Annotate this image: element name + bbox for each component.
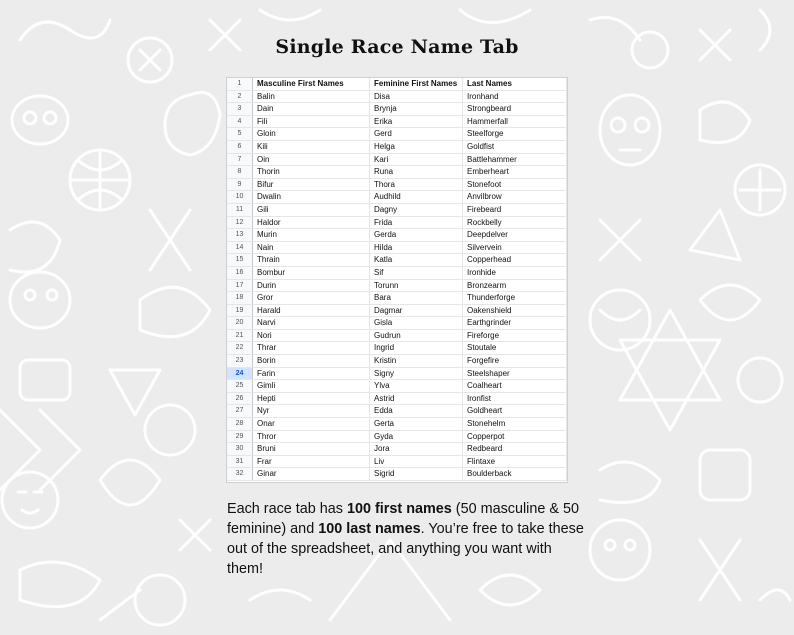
column-header[interactable]: Feminine First Names: [370, 78, 463, 90]
table-cell[interactable]: Frar: [253, 455, 370, 468]
table-row: [227, 342, 567, 355]
table-cell[interactable]: Thunderforge: [463, 292, 567, 305]
table-cell[interactable]: Strongbeard: [463, 103, 567, 116]
table-row: [227, 140, 567, 153]
row-number[interactable]: 26: [227, 392, 253, 405]
table-row: [227, 128, 567, 141]
row-number[interactable]: 27: [227, 405, 253, 418]
table-row: [227, 90, 567, 103]
row-number[interactable]: 19: [227, 304, 253, 317]
table-cell[interactable]: Ironhide: [463, 266, 567, 279]
table-cell[interactable]: Thrain: [253, 254, 370, 267]
row-number[interactable]: 9: [227, 178, 253, 191]
table-cell[interactable]: Stoutale: [463, 342, 567, 355]
table-cell[interactable]: Gerta: [370, 418, 463, 431]
table-row: [227, 392, 567, 405]
table-cell[interactable]: Thror: [253, 430, 370, 443]
table-row: [227, 329, 567, 342]
table-row: [227, 115, 567, 128]
table-cell[interactable]: Murin: [253, 229, 370, 242]
row-number[interactable]: 14: [227, 241, 253, 254]
table-cell[interactable]: Nyr: [253, 405, 370, 418]
table-cell[interactable]: Durin: [253, 279, 370, 292]
row-number[interactable]: 6: [227, 140, 253, 153]
description-text-1: Each race tab has: [227, 501, 347, 517]
table-cell[interactable]: Anvilbrow: [463, 191, 567, 204]
table-cell[interactable]: Ironfist: [463, 392, 567, 405]
table-cell[interactable]: Harald: [253, 304, 370, 317]
table-cell[interactable]: Brynja: [370, 103, 463, 116]
table-cell[interactable]: Bruni: [253, 443, 370, 456]
table-cell[interactable]: Borin: [253, 355, 370, 368]
table-cell[interactable]: Bronzearm: [463, 279, 567, 292]
table-cell[interactable]: Kari: [370, 153, 463, 166]
table-cell[interactable]: Edda: [370, 405, 463, 418]
table-row: [227, 380, 567, 393]
row-number[interactable]: 22: [227, 342, 253, 355]
table-cell[interactable]: Kili: [253, 140, 370, 153]
table-cell[interactable]: Sigrid: [370, 468, 463, 481]
table-cell[interactable]: Katla: [370, 254, 463, 267]
table-cell[interactable]: Flintaxe: [463, 455, 567, 468]
table-cell[interactable]: Jora: [370, 443, 463, 456]
table-row: [227, 468, 567, 481]
row-number[interactable]: 24: [227, 367, 253, 380]
table-cell[interactable]: Frida: [370, 216, 463, 229]
table-cell[interactable]: Balin: [253, 90, 370, 103]
table-cell[interactable]: Earthgrinder: [463, 317, 567, 330]
table-row: [227, 166, 567, 179]
table-cell[interactable]: Forgefire: [463, 355, 567, 368]
table-cell[interactable]: Thora: [370, 178, 463, 191]
row-number[interactable]: 16: [227, 266, 253, 279]
table-cell[interactable]: Steelforge: [463, 128, 567, 141]
table-row: [227, 355, 567, 368]
table-cell[interactable]: Oakenshield: [463, 304, 567, 317]
table-cell[interactable]: Bifur: [253, 178, 370, 191]
table-cell[interactable]: Torunn: [370, 279, 463, 292]
table-row: [227, 241, 567, 254]
table-row: [227, 304, 567, 317]
table-cell[interactable]: Dagny: [370, 203, 463, 216]
table-cell[interactable]: Sif: [370, 266, 463, 279]
description-text-2: (50 masculine & 50 feminine) and: [227, 501, 579, 537]
table-cell[interactable]: Ginar: [253, 468, 370, 481]
table-cell[interactable]: Kristin: [370, 355, 463, 368]
page-title: Single Race Name Tab: [275, 36, 519, 58]
table-cell[interactable]: Nori: [253, 329, 370, 342]
table-row: [227, 455, 567, 468]
table-cell[interactable]: Narvi: [253, 317, 370, 330]
row-number[interactable]: 1: [227, 78, 253, 90]
table-cell[interactable]: Fireforge: [463, 329, 567, 342]
row-number[interactable]: 7: [227, 153, 253, 166]
table-cell[interactable]: Gror: [253, 292, 370, 305]
table-cell[interactable]: Astrid: [370, 392, 463, 405]
table-row: [227, 279, 567, 292]
table-cell[interactable]: Coalheart: [463, 380, 567, 393]
table-cell[interactable]: Liv: [370, 455, 463, 468]
table-cell[interactable]: Nain: [253, 241, 370, 254]
row-number[interactable]: 23: [227, 355, 253, 368]
table-row: [227, 216, 567, 229]
table-cell[interactable]: Gimli: [253, 380, 370, 393]
row-number[interactable]: 18: [227, 292, 253, 305]
table-cell[interactable]: Bara: [370, 292, 463, 305]
table-row: [227, 443, 567, 456]
table-cell[interactable]: Deepdelver: [463, 229, 567, 242]
table-row: [227, 317, 567, 330]
row-number[interactable]: 17: [227, 279, 253, 292]
row-number[interactable]: 15: [227, 254, 253, 267]
header-row: [227, 78, 567, 90]
row-number[interactable]: 30: [227, 443, 253, 456]
table-row: [227, 153, 567, 166]
table-cell[interactable]: Ingrid: [370, 342, 463, 355]
table-cell[interactable]: Copperpot: [463, 430, 567, 443]
table-cell[interactable]: Runa: [370, 166, 463, 179]
table-cell[interactable]: Silvervein: [463, 241, 567, 254]
row-number[interactable]: 20: [227, 317, 253, 330]
table-row: [227, 103, 567, 116]
table-row: [227, 203, 567, 216]
table-row: [227, 418, 567, 431]
table-cell[interactable]: Goldheart: [463, 405, 567, 418]
table-cell[interactable]: Dagmar: [370, 304, 463, 317]
table-cell[interactable]: Gerd: [370, 128, 463, 141]
row-number[interactable]: 28: [227, 418, 253, 431]
table-cell[interactable]: Hilda: [370, 241, 463, 254]
table-row: [227, 367, 567, 380]
table-cell[interactable]: Fili: [253, 115, 370, 128]
row-number[interactable]: 10: [227, 191, 253, 204]
table-cell[interactable]: Ylva: [370, 380, 463, 393]
table-cell[interactable]: Thorin: [253, 166, 370, 179]
row-number[interactable]: 5: [227, 128, 253, 141]
table-cell[interactable]: Erika: [370, 115, 463, 128]
table-cell[interactable]: Boulderback: [463, 468, 567, 481]
table-cell[interactable]: Stonefoot: [463, 178, 567, 191]
row-number[interactable]: 25: [227, 380, 253, 393]
description-text: [227, 499, 587, 579]
table-cell[interactable]: Copperhead: [463, 254, 567, 267]
table-cell[interactable]: Gloin: [253, 128, 370, 141]
table-cell[interactable]: Gerda: [370, 229, 463, 242]
row-number[interactable]: 13: [227, 229, 253, 242]
column-header[interactable]: Masculine First Names: [253, 78, 370, 90]
table-row: [227, 254, 567, 267]
table-cell[interactable]: Dwalin: [253, 191, 370, 204]
table-row: [227, 292, 567, 305]
table-cell[interactable]: Thrar: [253, 342, 370, 355]
names-table: [227, 78, 567, 481]
table-cell[interactable]: Oin: [253, 153, 370, 166]
table-cell[interactable]: Goldfist: [463, 140, 567, 153]
row-number[interactable]: 4: [227, 115, 253, 128]
table-cell[interactable]: Disa: [370, 90, 463, 103]
row-number[interactable]: 3: [227, 103, 253, 116]
row-number[interactable]: 12: [227, 216, 253, 229]
table-row: [227, 229, 567, 242]
row-number[interactable]: 29: [227, 430, 253, 443]
table-cell[interactable]: Emberheart: [463, 166, 567, 179]
table-cell[interactable]: Steelshaper: [463, 367, 567, 380]
table-cell[interactable]: Firebeard: [463, 203, 567, 216]
table-cell[interactable]: Gisla: [370, 317, 463, 330]
table-cell[interactable]: Hepti: [253, 392, 370, 405]
table-cell[interactable]: Signy: [370, 367, 463, 380]
table-row: [227, 191, 567, 204]
table-cell[interactable]: Stonehelm: [463, 418, 567, 431]
table-cell[interactable]: Gyda: [370, 430, 463, 443]
row-number[interactable]: 31: [227, 455, 253, 468]
table-cell[interactable]: Gudrun: [370, 329, 463, 342]
table-cell[interactable]: Redbeard: [463, 443, 567, 456]
table-row: [227, 430, 567, 443]
table-cell[interactable]: Farin: [253, 367, 370, 380]
description-first-names-count: 100 first names: [347, 501, 452, 517]
table-cell[interactable]: Ironhand: [463, 90, 567, 103]
table-row: [227, 405, 567, 418]
row-number[interactable]: 21: [227, 329, 253, 342]
description-text-3: . You’re free to take these out of the spreadsheet, and anything you want with them!: [227, 521, 584, 577]
table-cell[interactable]: Bombur: [253, 266, 370, 279]
row-number[interactable]: 8: [227, 166, 253, 179]
table-row: [227, 178, 567, 191]
table-cell[interactable]: Onar: [253, 418, 370, 431]
table-cell[interactable]: Rockbelly: [463, 216, 567, 229]
description-last-names-count: 100 last names: [318, 521, 421, 537]
row-number[interactable]: 32: [227, 468, 253, 481]
column-header[interactable]: Last Names: [463, 78, 567, 90]
row-number[interactable]: 2: [227, 90, 253, 103]
table-cell[interactable]: Hammerfall: [463, 115, 567, 128]
table-row: [227, 266, 567, 279]
table-cell[interactable]: Haldor: [253, 216, 370, 229]
row-number[interactable]: 11: [227, 203, 253, 216]
table-cell[interactable]: Helga: [370, 140, 463, 153]
table-cell[interactable]: Gili: [253, 203, 370, 216]
table-cell[interactable]: Battlehammer: [463, 153, 567, 166]
table-cell[interactable]: Dain: [253, 103, 370, 116]
spreadsheet-preview: [227, 78, 567, 482]
table-cell[interactable]: Audhild: [370, 191, 463, 204]
